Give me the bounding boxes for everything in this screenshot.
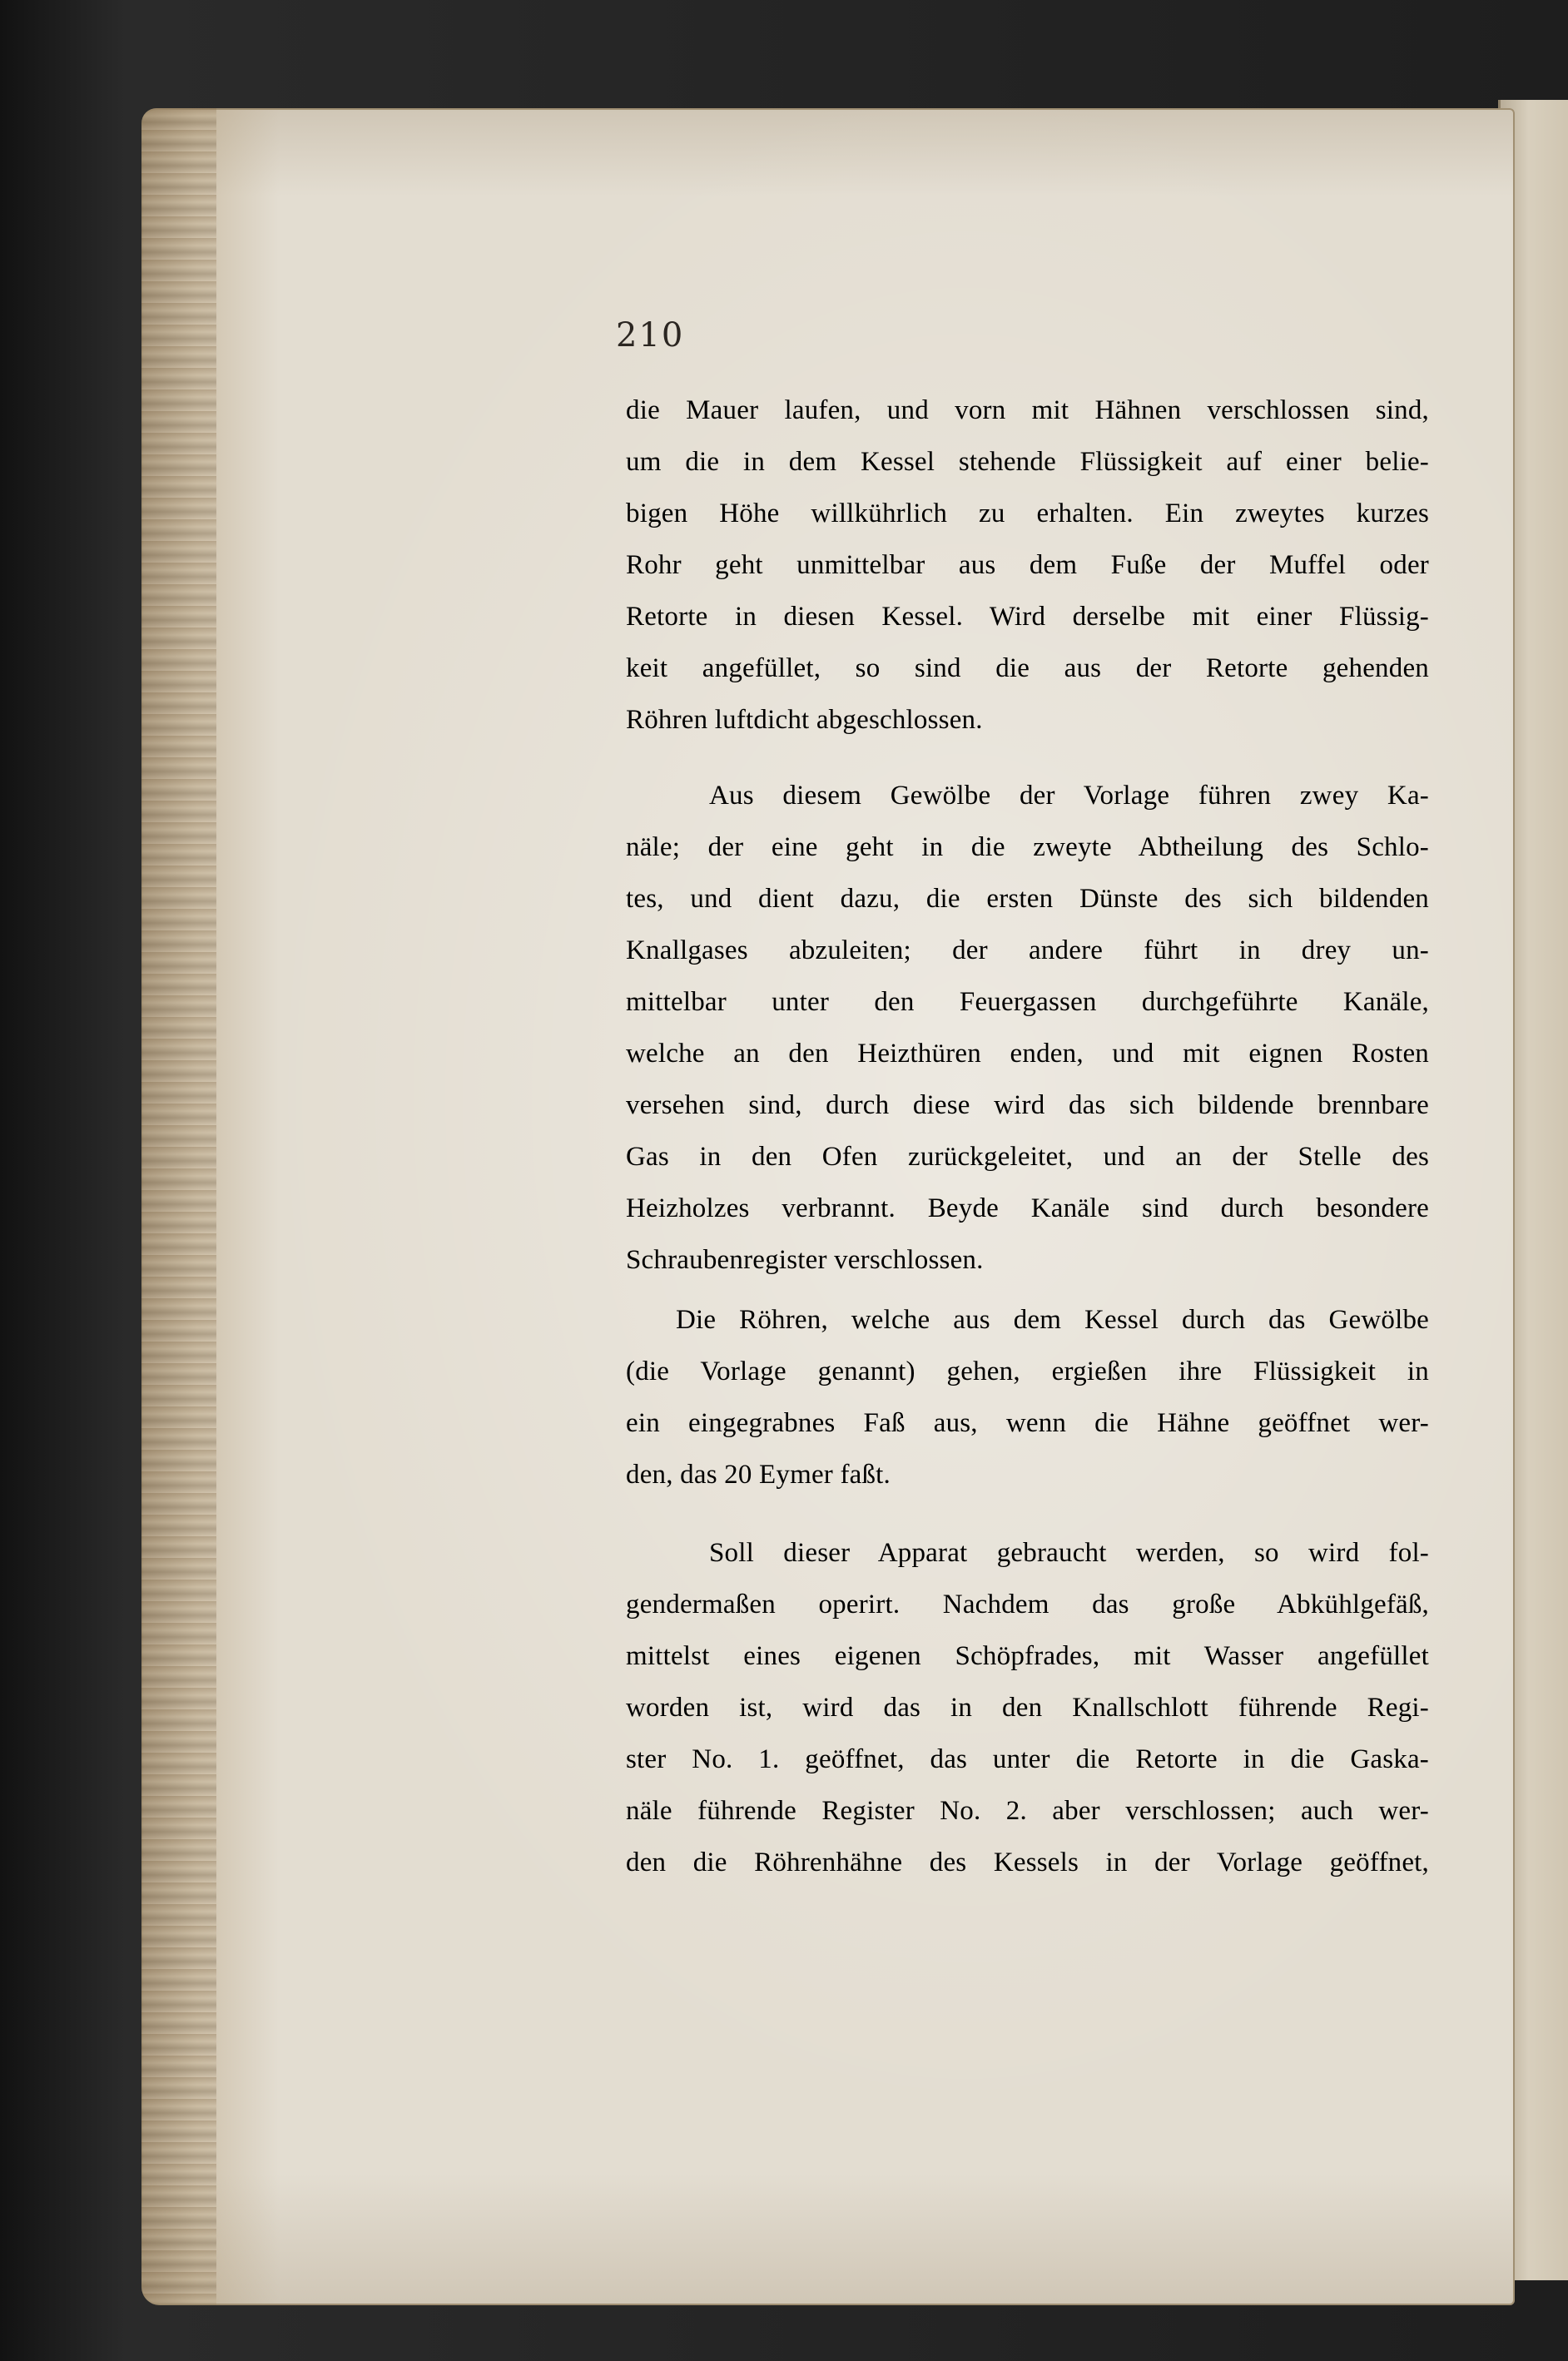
text-line: Soll dieser Apparat gebraucht werden, so wird fol- <box>709 1538 1429 1568</box>
text-line: Rohr geht unmittelbar aus dem Fuße der Muffel oder <box>626 550 1429 580</box>
text-line: den die Röhrenhähne des Kessels in der Vorlage geöffnet, <box>626 1848 1429 1877</box>
text-line: näle führende Register No. 2. aber verschlossen; auch wer- <box>626 1796 1429 1826</box>
text-line: mittelbar unter den Feuergassen durchgeführte Kanäle, <box>626 987 1429 1017</box>
text-line: bigen Höhe willkührlich zu erhalten. Ein zweytes kurzes <box>626 498 1429 528</box>
page-number: 210 <box>616 316 685 355</box>
text-line: keit angefüllet, so sind die aus der Retorte gehenden <box>626 653 1429 683</box>
text-line: versehen sind, durch diese wird das sich bildende brennbare <box>626 1090 1429 1120</box>
text-line: Schraubenregister verschlossen. <box>626 1245 984 1275</box>
text-line: den, das 20 Eymer faßt. <box>626 1460 891 1490</box>
text-line: ster No. 1. geöffnet, das unter die Retorte in die Gaska- <box>626 1744 1429 1774</box>
text-line: Die Röhren, welche aus dem Kessel durch das Gewölbe <box>676 1305 1429 1335</box>
text-line: Röhren luftdicht abgeschlossen. <box>626 705 983 735</box>
text-line: Gas in den Ofen zurückgeleitet, und an der Stelle des <box>626 1142 1429 1172</box>
text-line: Retorte in diesen Kessel. Wird derselbe mit einer Flüssig- <box>626 602 1429 632</box>
text-line: tes, und dient dazu, die ersten Dünste des sich bildenden <box>626 884 1429 914</box>
text-line: Aus diesem Gewölbe der Vorlage führen zwey Ka- <box>709 781 1429 811</box>
text-line: ein eingegrabnes Faß aus, wenn die Hähne geöffnet wer- <box>626 1408 1429 1438</box>
text-line: gendermaßen operirt. Nachdem das große Abkühlgefäß, <box>626 1590 1429 1619</box>
text-line: (die Vorlage genannt) gehen, ergießen ihre Flüssigkeit in <box>626 1357 1429 1386</box>
text-line: Knallgases abzuleiten; der andere führt in drey un- <box>626 935 1429 965</box>
text-line: worden ist, wird das in den Knallschlott führende Regi- <box>626 1693 1429 1723</box>
deckled-edge <box>141 108 216 2305</box>
paragraph-1 <box>626 384 1429 746</box>
text-line: Heizholzes verbrannt. Beyde Kanäle sind durch besondere <box>626 1193 1429 1223</box>
text-line: welche an den Heizthüren enden, und mit eignen Rosten <box>626 1039 1429 1069</box>
paragraph-3 <box>626 1294 1429 1500</box>
text-line: die Mauer laufen, und vorn mit Hähnen verschlossen sind, <box>626 395 1429 425</box>
text-line: um die in dem Kessel stehende Flüssigkeit auf einer belie- <box>626 447 1429 477</box>
text-line: näle; der eine geht in die zweyte Abtheilung des Schlo- <box>626 832 1429 862</box>
text-line: mittelst eines eigenen Schöpfrades, mit Wasser angefüllet <box>626 1641 1429 1671</box>
paragraph-4 <box>626 1527 1429 1888</box>
paragraph-2 <box>626 770 1429 1286</box>
